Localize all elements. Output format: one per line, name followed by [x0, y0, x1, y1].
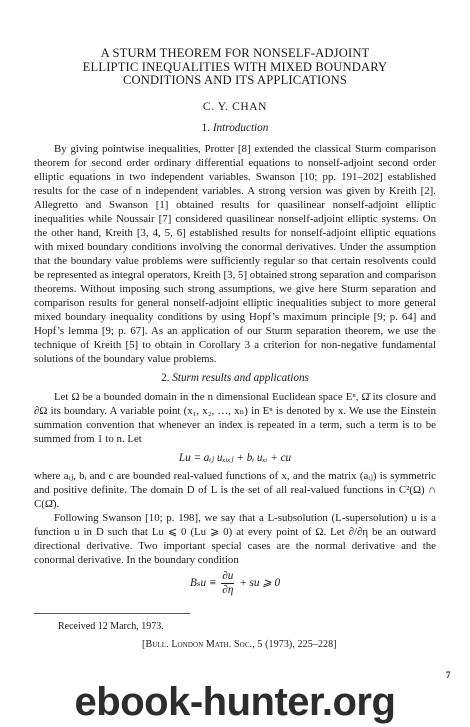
fraction-denominator: ∂η — [222, 584, 234, 597]
footnote-divider — [34, 613, 190, 614]
paper-title — [34, 47, 436, 88]
title-line-3: CONDITIONS AND ITS APPLICATIONS — [122, 73, 347, 88]
section-heading-sturm — [34, 372, 436, 384]
journal-citation — [142, 639, 337, 650]
title-line-2: ELLIPTIC INEQUALITIES WITH MIXED BOUNDARY — [82, 59, 388, 74]
received-date: Received 12 March, 1973. — [58, 621, 164, 632]
intro-paragraph: By giving pointwise inequalities, Protter [8] extended the classical Sturm comparison theorem for second order ordinary differential equations to nonself-adjoint second order elliptic equations in two independent variables. Swanson [10; pp. 191–202] established results for the case of n independent variables. A strong version was given by Kreith [2]. Allegretto and Swanson [1] obtained results for quasilinear nonself-adjoint elliptic inequalities while Noussair [7] considered quasilinear nonself-adjoint elliptic systems. On the other hand, Kreith [3, 4, 5, 6] established results for nonself-adjoint elliptic equations with mixed boundary conditions involving the conormal derivatives. Under the assumption that the boundary value problems were sufficiently regular so that certain resolvents could be represented as integral operators, Kreith [3, 5] obtained strong separation and comparison theorems. Without imposing such strong assumptions, we give here Sturm separation and comparison results for general nonself-adjoint elliptic inequalities subject to more general mixed boundary inequality conditions by using Hopf’s maximum principle [9; p. 64] and Hopf’s lemma [9; p. 67]. As an application of our Sturm separation theorem, we use the technique of Kreith [5] to obtain in Corollary 3 a criterion for non-negative fundamental solutions of the boundary value problems. — [34, 142, 436, 366]
title-line-1: A STURM THEOREM FOR NONSELF-ADJOINT — [100, 46, 370, 60]
page-number: 7 — [446, 670, 451, 680]
equation-lhs: Bₛu ≡ — [189, 577, 217, 590]
fraction-numerator: ∂u — [222, 570, 234, 583]
equation-boundary-condition — [34, 570, 436, 604]
equation-operator-L: Lu = aᵢⱼ uₓᵢₓⱼ + bᵢ uₓᵢ + cu — [178, 451, 292, 464]
citation-open: [ — [142, 639, 146, 650]
paper-page — [34, 0, 436, 604]
paragraph-following: Following Swanson [10; p. 198], we say that a L-subsolution (L-supersolution) u is a function u in D such that Lu ⩽ 0 (Lu ⩾ 0) at every point of Ω. Let ∂/∂η be an outward directional derivative. Two important special cases are the normal derivative and the conormal derivative. In the boundary condition — [34, 511, 436, 566]
author: C. Y. CHAN — [202, 100, 268, 113]
equation-fraction — [221, 570, 234, 597]
journal-name: Bull. London Math. Soc. — [145, 639, 253, 650]
citation-rest: , 5 (1973), 225–228] — [252, 639, 337, 650]
section-title: Introduction — [212, 121, 269, 134]
section-heading-introduction — [34, 122, 436, 134]
section-title: Sturm results and applications — [172, 371, 309, 384]
paragraph-domain: Let Ω be a bounded domain in the n dimensional Euclidean space Eⁿ, Ω̄ its closure and ∂Ω its boundary. A variable point (x₁, x₂, …, xₙ) in Eⁿ is denoted by x. We use the Einstein summation convention that whenever an index is repeated in a term, such a term is to be summed from 1 to n. Let — [34, 390, 436, 445]
watermark-logo: ebook-hunter.org — [74, 680, 396, 724]
equation-rhs: + su ⩾ 0 — [239, 577, 281, 590]
section-number: 2. — [161, 371, 170, 384]
section-number: 1. — [201, 121, 211, 134]
paragraph-where: where aᵢⱼ, bᵢ and c are bounded real-valued functions of x, and the matrix (aᵢⱼ) is symmetric and positive definite. The domain D of L is the set of all real-valued functions in C²(Ω) ∩ C(Ω̄). — [34, 469, 436, 510]
